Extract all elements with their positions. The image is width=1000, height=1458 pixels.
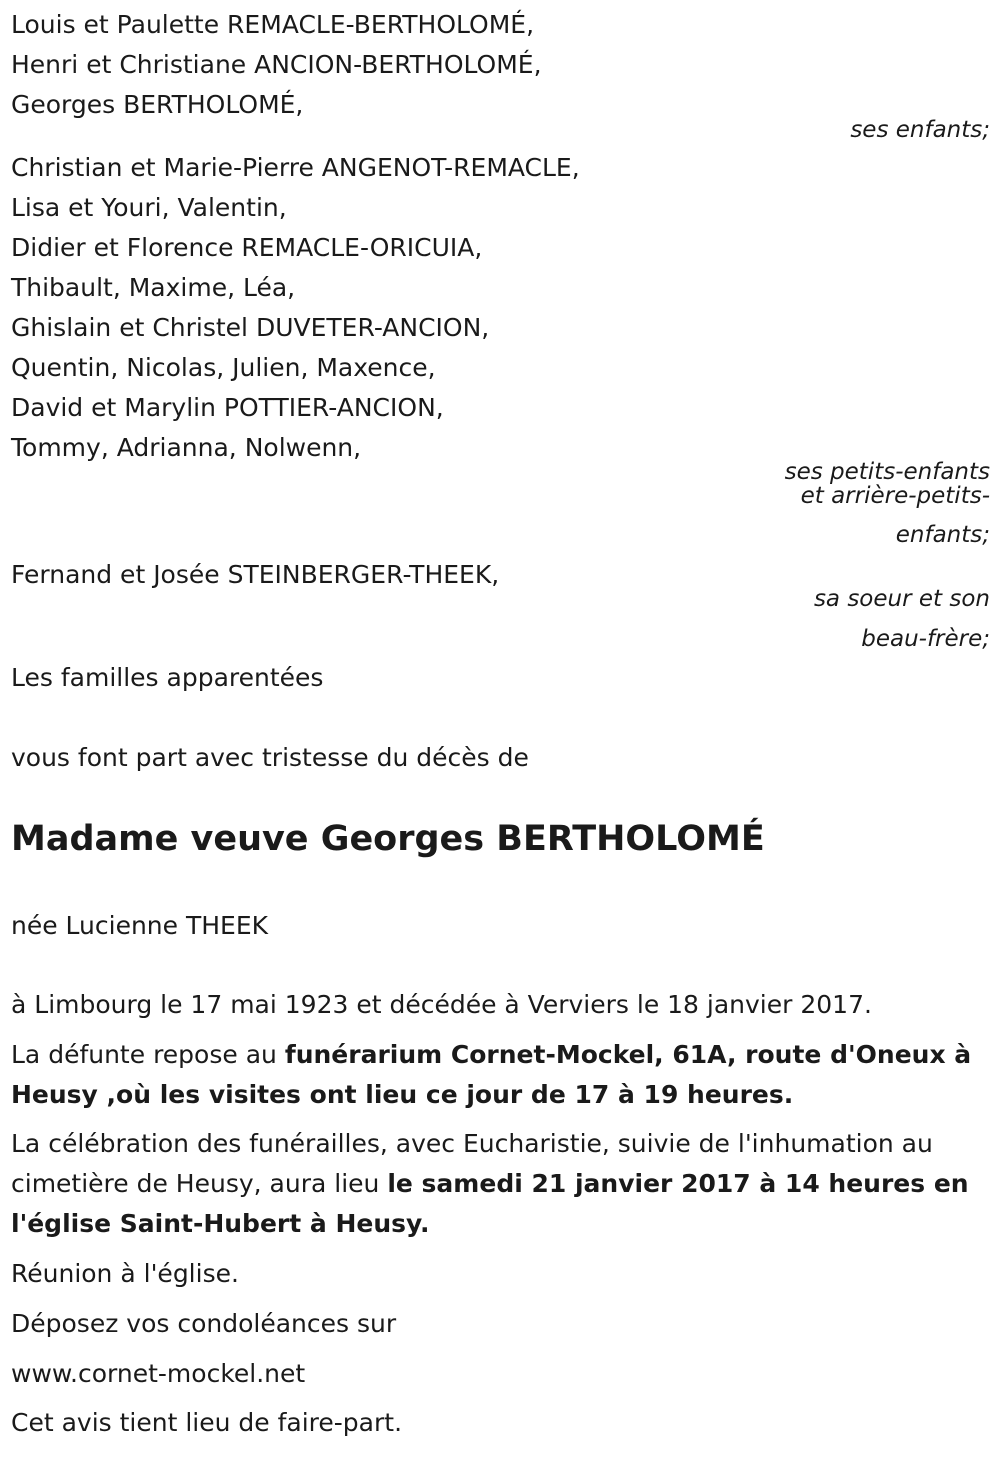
relation-grandchildren: enfants;: [895, 522, 990, 548]
family-line: Didier et Florence REMACLE-ORICUIA,: [11, 233, 483, 262]
website-link[interactable]: www.cornet-mockel.net: [11, 1359, 306, 1388]
celebration-prefix: La célébration des funérailles, avec Eucharistie, suivie de l'inhumation au cimetière de Heusy, aura lieu: [11, 1129, 933, 1198]
families-related: Les familles apparentées: [11, 663, 324, 692]
family-line: Fernand et Josée STEINBERGER-THEEK,: [11, 560, 500, 589]
repose-prefix: La défunte repose au: [11, 1040, 285, 1069]
relation-grandchildren: et arrière-petits-: [800, 483, 990, 509]
family-line: Georges BERTHOLOMÉ,: [11, 90, 304, 119]
birth-name: née Lucienne THEEK: [11, 911, 269, 940]
birth-death: à Limbourg le 17 mai 1923 et décédée à Verviers le 18 janvier 2017.: [11, 990, 872, 1019]
repose-paragraph: [11, 1035, 986, 1115]
family-line: Tommy, Adrianna, Nolwenn,: [11, 433, 362, 462]
family-line: Louis et Paulette REMACLE-BERTHOLOMÉ,: [11, 10, 535, 39]
relation-sister: sa soeur et son: [813, 586, 990, 612]
family-line: Quentin, Nicolas, Julien, Maxence,: [11, 353, 436, 382]
family-line: Lisa et Youri, Valentin,: [11, 193, 287, 222]
family-line: David et Marylin POTTIER-ANCION,: [11, 393, 444, 422]
celebration-paragraph: [11, 1124, 986, 1244]
repose-location: funérarium Cornet-Mockel, 61A, route d'Oneux à Heusy ,où les visites ont lieu ce jour de 17 à 19 heures.: [11, 1040, 972, 1109]
deceased-name: Madame veuve Georges BERTHOLOMÉ: [11, 819, 765, 859]
reunion: Réunion à l'église.: [11, 1259, 239, 1288]
announcement-intro: vous font part avec tristesse du décès de: [11, 743, 529, 772]
family-line: Christian et Marie-Pierre ANGENOT-REMACLE,: [11, 153, 580, 182]
relation-grandchildren: ses petits-enfants: [784, 459, 990, 485]
family-line: Henri et Christiane ANCION-BERTHOLOMÉ,: [11, 50, 542, 79]
closing: Cet avis tient lieu de faire-part.: [11, 1408, 403, 1437]
relation-sister: beau-frère;: [861, 626, 990, 652]
family-line: Thibault, Maxime, Léa,: [11, 273, 296, 302]
condolences-text: Déposez vos condoléances sur: [11, 1309, 397, 1338]
celebration-details: le samedi 21 janvier 2017 à 14 heures en l'église Saint-Hubert à Heusy.: [11, 1169, 969, 1238]
relation-children: ses enfants;: [850, 117, 990, 143]
family-line: Ghislain et Christel DUVETER-ANCION,: [11, 313, 490, 342]
